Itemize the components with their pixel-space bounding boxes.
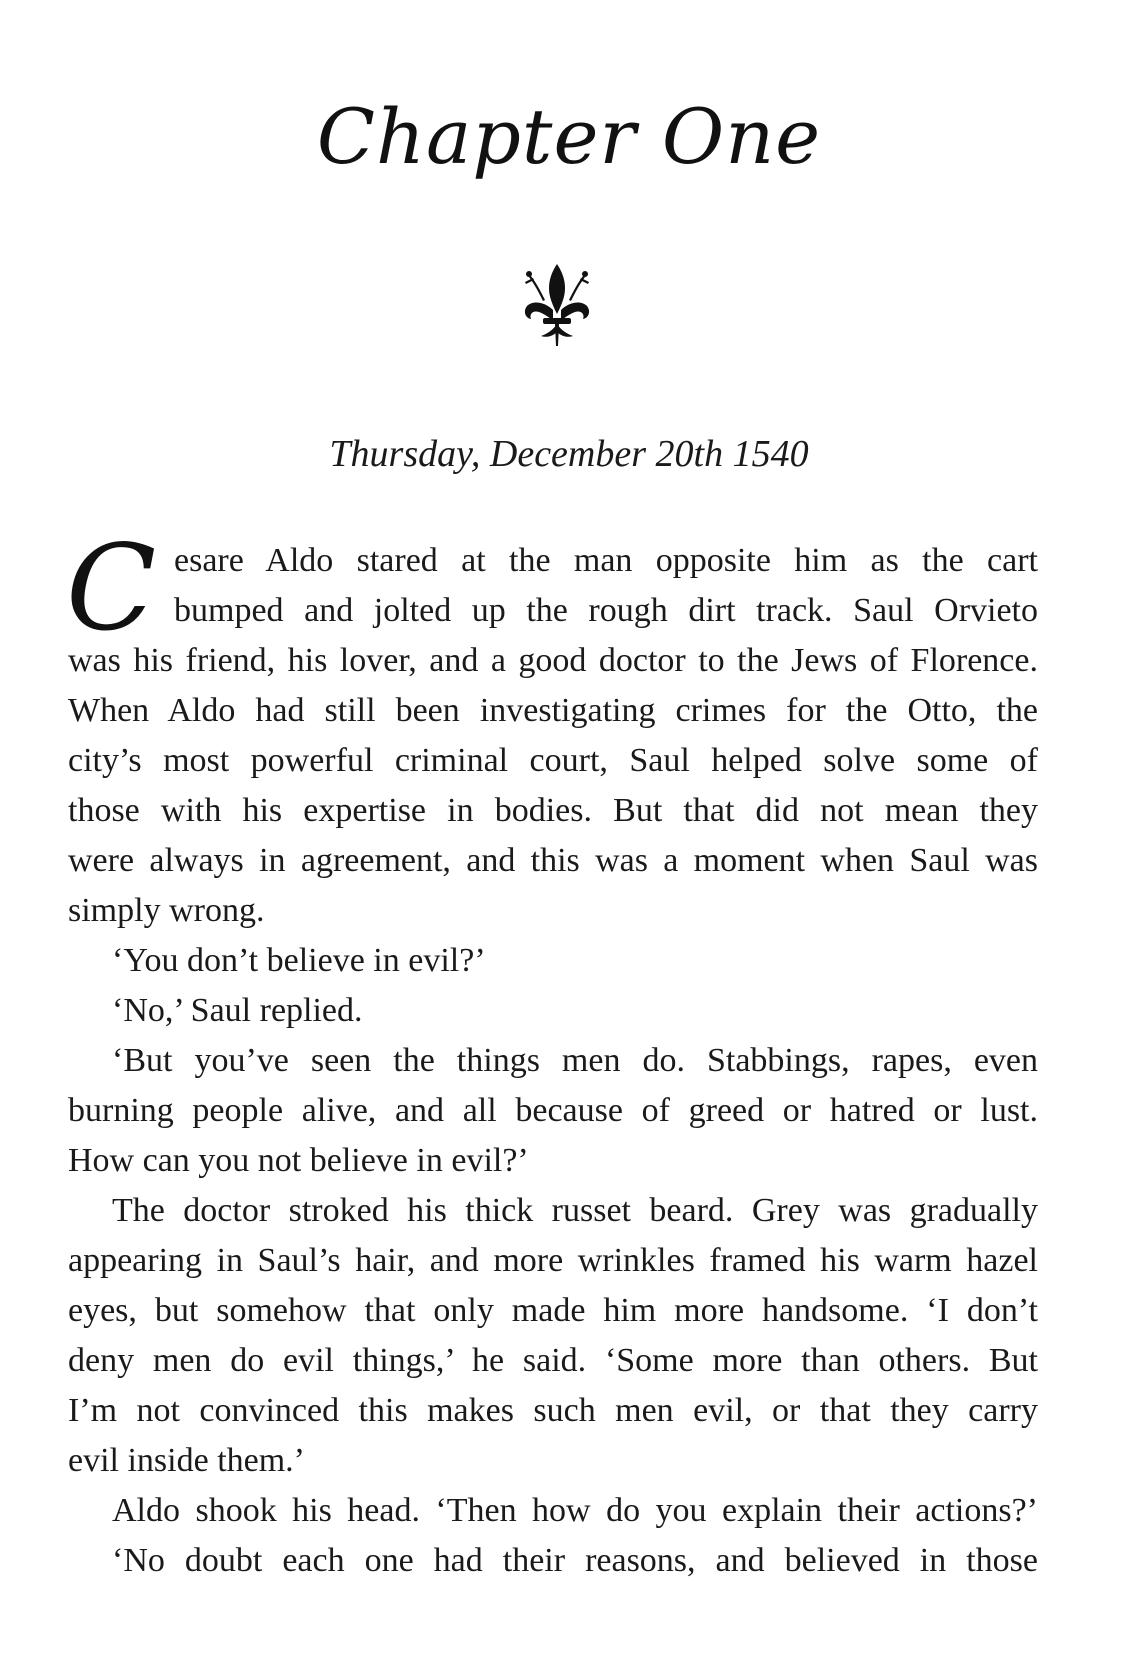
text-line: evil inside them.’ (68, 1442, 306, 1479)
drop-cap: C (66, 519, 157, 657)
text-line: The doctor stroked his thick russet beard. Grey was gradually (112, 1192, 1038, 1229)
text-line: esare Aldo stared at the man opposite him as the cart (174, 542, 1038, 579)
text-line: How can you not believe in evil?’ (68, 1142, 529, 1179)
text-line: ‘No doubt each one had their reasons, and believed in those (112, 1542, 1038, 1579)
text-line: eyes, but somehow that only made him more handsome. ‘I don’t (68, 1292, 1038, 1329)
date-line: Thursday, December 20th 1540 (329, 433, 809, 475)
text-line: appearing in Saul’s hair, and more wrinkles framed his warm hazel (68, 1242, 1038, 1279)
text-line: bumped and jolted up the rough dirt track. Saul Orvieto (174, 592, 1038, 629)
text-line: burning people alive, and all because of greed or hatred or lust. (68, 1092, 1038, 1129)
text-line: those with his expertise in bodies. But that did not mean they (68, 792, 1038, 829)
text-line: city’s most powerful criminal court, Saul helped solve some of (68, 742, 1038, 779)
text-line: Aldo shook his head. ‘Then how do you explain their actions?’ (112, 1492, 1038, 1529)
text-line: simply wrong. (68, 892, 265, 929)
text-line: I’m not convinced this makes such men evil, or that they carry (68, 1392, 1038, 1429)
chapter-title: Chapter One (316, 92, 822, 181)
text-line: were always in agreement, and this was a moment when Saul was (68, 842, 1038, 879)
body-text (66, 519, 1038, 1586)
text-line: ‘You don’t believe in evil?’ (112, 942, 486, 979)
text-line: ‘No,’ Saul replied. (112, 992, 363, 1029)
fleur-de-lis-icon (519, 262, 595, 348)
text-line: deny men do evil things,’ he said. ‘Some more than others. But (68, 1342, 1038, 1379)
text-line: When Aldo had still been investigating crimes for the Otto, the (68, 692, 1038, 729)
text-line: was his friend, his lover, and a good doctor to the Jews of Florence. (68, 642, 1038, 679)
text-line: ‘But you’ve seen the things men do. Stabbings, rapes, even (112, 1042, 1038, 1079)
